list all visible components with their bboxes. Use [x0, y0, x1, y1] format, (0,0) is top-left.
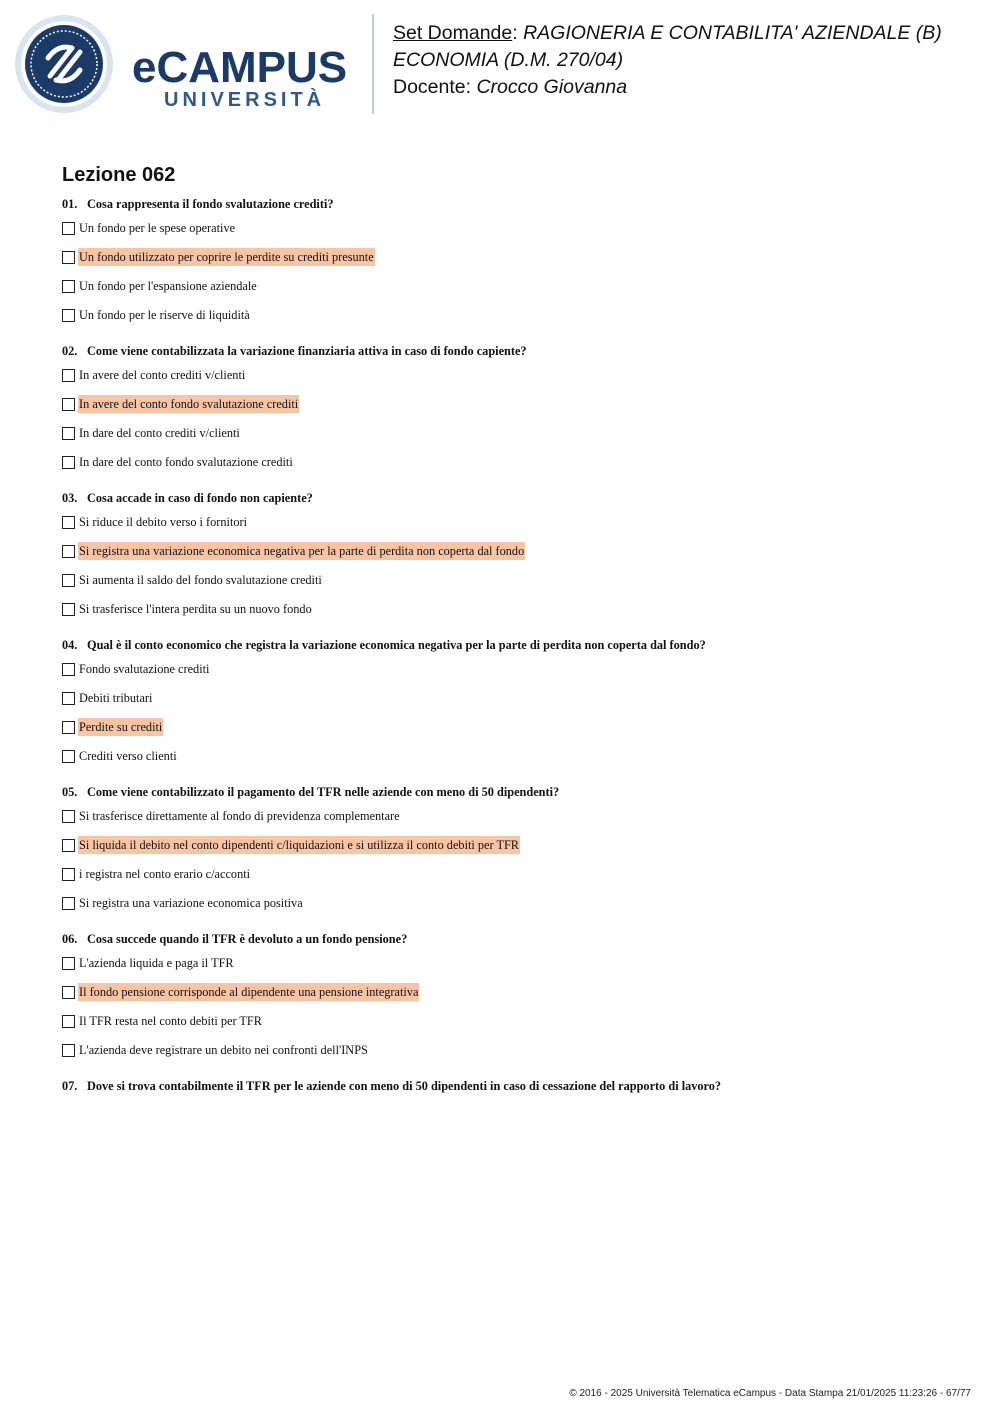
answer-text: In avere del conto fondo svalutazione crediti: [79, 397, 299, 411]
question-label: Qual è il conto economico che registra la variazione economica negativa per la parte di perdita non coperta dal fondo?: [87, 638, 706, 652]
answer-checkbox[interactable]: [62, 398, 75, 411]
question-text: [62, 490, 962, 507]
question-label: Come viene contabilizzata la variazione finanziaria attiva in caso di fondo capiente?: [87, 344, 527, 358]
set-label: Set Domande: [393, 22, 513, 44]
docente-name: Crocco Giovanna: [476, 76, 628, 98]
question-text: [62, 1078, 962, 1095]
answer-checkbox[interactable]: [62, 839, 75, 852]
answer-checkbox[interactable]: [62, 574, 75, 587]
answer-checkbox[interactable]: [62, 516, 75, 529]
answer-option[interactable]: [62, 655, 962, 683]
answer-text: Debiti tributari: [79, 691, 153, 705]
answer-checkbox[interactable]: [62, 721, 75, 734]
answer-text: Un fondo per le riserve di liquidità: [79, 308, 250, 322]
answer-checkbox[interactable]: [62, 280, 75, 293]
answer-checkbox[interactable]: [62, 810, 75, 823]
answer-option[interactable]: [62, 448, 962, 476]
question-number: 02.: [62, 344, 78, 358]
question-text: [62, 931, 962, 948]
question-4: [62, 637, 962, 770]
question-label: Come viene contabilizzato il pagamento del TFR nelle aziende con meno di 50 dipendenti?: [87, 785, 560, 799]
answer-checkbox[interactable]: [62, 545, 75, 558]
answer-text: Si riduce il debito verso i fornitori: [79, 515, 248, 529]
answer-text: L'azienda deve registrare un debito nei confronti dell'INPS: [79, 1043, 368, 1057]
answer-option-correct[interactable]: [62, 390, 962, 418]
logo-subtitle: UNIVERSITÀ: [164, 89, 326, 111]
answer-option[interactable]: [62, 508, 962, 536]
answer-checkbox[interactable]: [62, 427, 75, 440]
answer-checkbox[interactable]: [62, 222, 75, 235]
question-text: [62, 784, 962, 801]
ecampus-logo-graphic: [14, 14, 359, 116]
answer-checkbox[interactable]: [62, 750, 75, 763]
answer-text: Si trasferisce l'intera perdita su un nuovo fondo: [79, 602, 312, 616]
header-divider: [372, 14, 374, 114]
answer-option[interactable]: [62, 272, 962, 300]
answer-option[interactable]: [62, 1007, 962, 1035]
question-3: [62, 490, 962, 623]
answer-option[interactable]: [62, 684, 962, 712]
question-label: Cosa rappresenta il fondo svalutazione crediti?: [87, 197, 334, 211]
answer-checkbox[interactable]: [62, 1044, 75, 1057]
answer-option[interactable]: [62, 742, 962, 770]
header-info: [393, 20, 983, 101]
answer-text: Un fondo per le spese operative: [79, 221, 236, 235]
answer-text: i registra nel conto erario c/acconti: [79, 867, 251, 881]
answer-checkbox[interactable]: [62, 986, 75, 999]
answer-text: Si registra una variazione economica positiva: [79, 896, 303, 910]
set-line: Set Domande: RAGIONERIA E CONTABILITA' AZIENDALE (B): [393, 22, 942, 44]
question-6: [62, 931, 962, 1064]
answer-option[interactable]: [62, 301, 962, 329]
set-title-line1: RAGIONERIA E CONTABILITA' AZIENDALE (B): [523, 22, 942, 44]
question-1: [62, 196, 962, 329]
set-title-line2: ECONOMIA (D.M. 270/04): [393, 49, 624, 71]
answer-option-correct[interactable]: [62, 713, 962, 741]
answer-option-correct[interactable]: [62, 243, 962, 271]
answer-option[interactable]: [62, 860, 962, 888]
answer-text: In avere del conto crediti v/clienti: [79, 368, 246, 382]
answer-checkbox[interactable]: [62, 369, 75, 382]
answer-text: Si liquida il debito nel conto dipendenti c/liquidazioni e si utilizza il conto debiti per TFR: [79, 838, 519, 852]
question-number: 05.: [62, 785, 78, 799]
answer-text: Il fondo pensione corrisponde al dipendente una pensione integrativa: [79, 985, 419, 999]
question-5: [62, 784, 962, 917]
page-footer: © 2016 - 2025 Università Telematica eCampus - Data Stampa 21/01/2025 11:23:26 - 67/77: [569, 1388, 971, 1399]
question-list: [62, 196, 962, 1109]
answer-checkbox[interactable]: [62, 897, 75, 910]
answer-option[interactable]: [62, 566, 962, 594]
question-label: Cosa succede quando il TFR è devoluto a un fondo pensione?: [87, 932, 408, 946]
answer-option-correct[interactable]: [62, 831, 962, 859]
answer-text: Un fondo utilizzato per coprire le perdite su crediti presunte: [79, 250, 374, 264]
question-text: [62, 637, 962, 654]
answer-text: Si aumenta il saldo del fondo svalutazione crediti: [79, 573, 322, 587]
question-text: [62, 196, 962, 213]
ecampus-logo: [14, 14, 359, 116]
answer-text: Crediti verso clienti: [79, 749, 177, 763]
answer-option[interactable]: [62, 419, 962, 447]
answer-checkbox[interactable]: [62, 868, 75, 881]
answer-text: Fondo svalutazione crediti: [79, 662, 210, 676]
question-2: [62, 343, 962, 476]
answer-checkbox[interactable]: [62, 1015, 75, 1028]
answer-option-correct[interactable]: [62, 537, 962, 565]
answer-checkbox[interactable]: [62, 663, 75, 676]
docente-label: Docente:: [393, 76, 477, 98]
answer-checkbox[interactable]: [62, 309, 75, 322]
logo-wordmark: eCAMPUS: [132, 43, 348, 92]
question-number: 03.: [62, 491, 78, 505]
answer-text: L'azienda liquida e paga il TFR: [79, 956, 234, 970]
answer-option[interactable]: [62, 889, 962, 917]
answer-text: Il TFR resta nel conto debiti per TFR: [79, 1014, 262, 1028]
answer-text: Un fondo per l'espansione aziendale: [79, 279, 257, 293]
question-number: 04.: [62, 638, 78, 652]
question-7: [62, 1078, 962, 1095]
answer-text: Perdite su crediti: [79, 720, 163, 734]
answer-text: In dare del conto crediti v/clienti: [79, 426, 240, 440]
answer-checkbox[interactable]: [62, 456, 75, 469]
question-number: 06.: [62, 932, 78, 946]
question-label: Dove si trova contabilmente il TFR per le aziende con meno di 50 dipendenti in caso di cessazione del rapporto di lavoro?: [87, 1079, 722, 1093]
lesson-title: Lezione 062: [62, 164, 176, 186]
question-number: 01.: [62, 197, 78, 211]
question-text: [62, 343, 962, 360]
question-label: Cosa accade in caso di fondo non capiente?: [87, 491, 313, 505]
question-number: 07.: [62, 1079, 78, 1093]
answer-option[interactable]: [62, 802, 962, 830]
answer-checkbox[interactable]: [62, 251, 75, 264]
answer-option[interactable]: [62, 595, 962, 623]
answer-checkbox[interactable]: [62, 957, 75, 970]
answer-option[interactable]: [62, 361, 962, 389]
answer-option[interactable]: [62, 214, 962, 242]
answer-text: Si registra una variazione economica negativa per la parte di perdita non coperta dal fondo: [79, 544, 525, 558]
answer-checkbox[interactable]: [62, 692, 75, 705]
docente-line: [393, 74, 983, 101]
answer-option[interactable]: [62, 949, 962, 977]
answer-checkbox[interactable]: [62, 603, 75, 616]
answer-option-correct[interactable]: [62, 978, 962, 1006]
answer-text: In dare del conto fondo svalutazione crediti: [79, 455, 293, 469]
answer-option[interactable]: [62, 1036, 962, 1064]
answer-text: Si trasferisce direttamente al fondo di previdenza complementare: [79, 809, 400, 823]
